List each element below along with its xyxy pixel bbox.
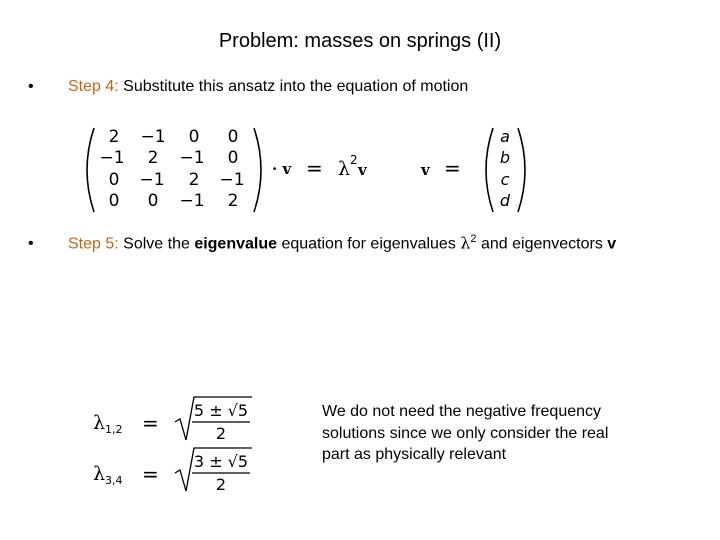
solution-subscript: 3,4 [105,474,123,487]
matrix-cell: −1 [139,170,165,190]
lambda-symbol: λ [338,158,351,180]
vector-left-paren [486,128,493,212]
matrix-cell: −1 [179,191,205,211]
matrix-cell: 0 [227,127,239,147]
step5-label: Step 5: [68,235,119,253]
matrix-cell: 0 [147,191,159,211]
matrix-cell: 0 [108,170,120,190]
explanatory-note: We do not need the negative frequency solutions since we only consider the real part as physically relevant [322,403,609,463]
eigenvalue-solutions [0,390,300,502]
matrix-left-paren [87,128,94,212]
vector-name: v [421,161,430,179]
matrix-cell: −1 [140,127,166,147]
solution-subscript: 1,2 [105,423,123,436]
solution-numerator: 3 ± √5 [193,452,249,471]
matrix-right-paren [254,128,261,212]
vector-entry: b [499,148,511,167]
step5-text-after: and eigenvectors [476,235,608,253]
matrix-cell: 0 [227,148,239,168]
step5-text-middle: equation for eigenvalues [277,235,461,253]
solution-lambda: λ [93,412,106,434]
slide-title: Problem: masses on springs (II) [218,30,502,52]
matrix-cell: 0 [188,127,200,147]
matrix-cell: −1 [99,148,125,168]
vector-entry: a [500,127,510,146]
v-symbol: v [358,161,367,179]
matrix-entries [99,127,244,211]
step4-label: Step 4: [68,78,119,95]
step5-text-before: Solve the [118,235,195,253]
equals-sign: = [306,156,323,180]
step5-bold-word: eigenvalue [194,235,278,253]
solution-equals: = [142,411,159,435]
step5-bullet [28,233,616,253]
solution-lambda: λ [93,463,106,485]
solution-numerator: 5 ± √5 [193,401,249,420]
matrix-cell: 2 [188,170,200,190]
matrix-cell: 2 [147,148,159,168]
vector-entry: c [500,170,510,189]
vector-equals-sign: = [444,156,461,180]
step5-v: v [607,235,617,253]
step4-bullet [28,78,468,96]
bullet-marker: • [28,235,34,253]
solution-2 [93,448,252,494]
matrix-cell: 2 [108,127,120,147]
step5-squared: 2 [470,233,477,245]
solution-equals: = [142,462,159,486]
step5-lambda: λ [460,233,471,253]
vector-entry: d [499,191,511,210]
solution-denominator: 2 [215,424,227,443]
dot-v: · v [272,160,292,178]
solution-denominator: 2 [215,475,227,494]
matrix-cell: 0 [108,191,120,211]
matrix-cell: −1 [179,148,205,168]
bullet-marker: • [28,78,34,95]
matrix-equation [0,118,720,220]
matrix-cell: −1 [219,170,245,190]
matrix-cell: 2 [227,191,239,211]
vector-right-paren [518,128,525,212]
solution-1 [93,397,252,443]
step4-text: Substitute this ansatz into the equation of motion [118,78,469,95]
vector-entries [500,127,511,210]
squared-superscript: 2 [350,153,358,167]
